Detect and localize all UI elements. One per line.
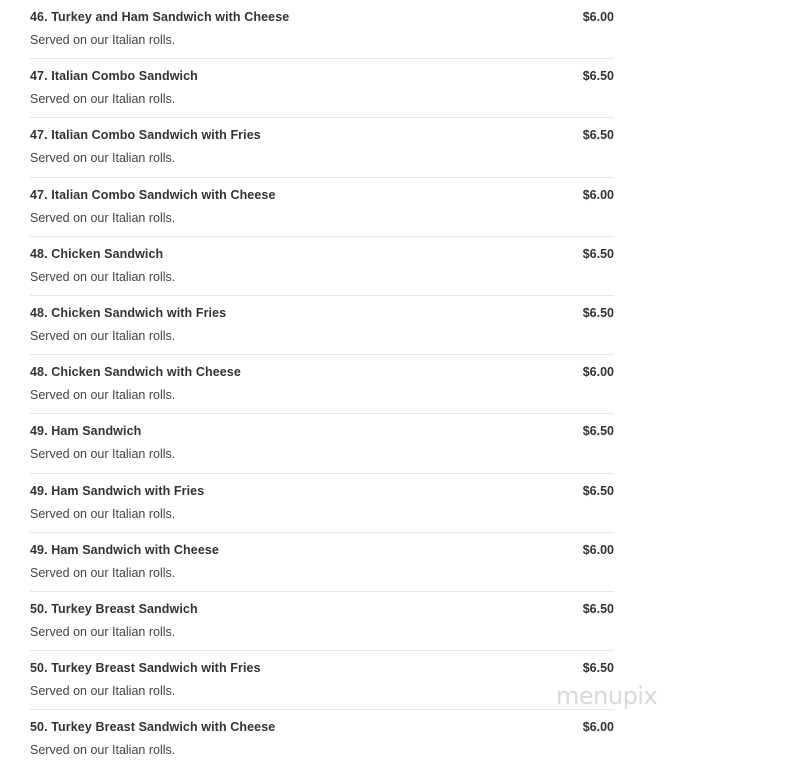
menupix-watermark: menupix bbox=[556, 682, 658, 710]
item-price: $6.50 bbox=[582, 661, 614, 676]
menu-item bbox=[30, 414, 614, 473]
item-name: 49. Ham Sandwich with Cheese bbox=[30, 542, 219, 557]
item-description: Served on our Italian rolls. bbox=[30, 743, 176, 758]
item-price: $6.50 bbox=[582, 246, 614, 261]
item-description: Served on our Italian rolls. bbox=[30, 269, 176, 284]
menu-item bbox=[30, 710, 614, 769]
menu-item bbox=[30, 118, 614, 177]
item-name: 49. Ham Sandwich bbox=[30, 424, 142, 439]
menu-item bbox=[30, 592, 614, 651]
menu-item bbox=[30, 651, 614, 710]
item-description: Served on our Italian rolls. bbox=[30, 624, 176, 639]
item-name: 46. Turkey and Ham Sandwich with Cheese bbox=[30, 10, 290, 24]
item-name: 50. Turkey Breast Sandwich bbox=[30, 601, 198, 616]
item-name: 47. Italian Combo Sandwich with Fries bbox=[30, 128, 261, 143]
item-name: 48. Chicken Sandwich bbox=[30, 246, 164, 261]
item-description: Served on our Italian rolls. bbox=[30, 447, 176, 462]
menu-item bbox=[30, 0, 614, 59]
item-description: Served on our Italian rolls. bbox=[30, 684, 176, 699]
item-price: $6.00 bbox=[582, 365, 614, 380]
item-description: Served on our Italian rolls. bbox=[30, 328, 176, 343]
menu-item bbox=[30, 178, 614, 237]
item-description: Served on our Italian rolls. bbox=[30, 33, 176, 47]
item-price: $6.00 bbox=[582, 187, 614, 202]
item-description: Served on our Italian rolls. bbox=[30, 565, 176, 580]
item-price: $6.00 bbox=[582, 720, 614, 735]
item-price: $6.50 bbox=[582, 69, 614, 84]
menu-item bbox=[30, 237, 614, 296]
item-price: $6.50 bbox=[582, 483, 614, 498]
item-name: 49. Ham Sandwich with Fries bbox=[30, 483, 205, 498]
item-description: Served on our Italian rolls. bbox=[30, 151, 176, 166]
menu-list bbox=[30, 0, 614, 769]
item-price: $6.50 bbox=[582, 601, 614, 616]
item-price: $6.50 bbox=[582, 424, 614, 439]
item-price: $6.00 bbox=[582, 10, 614, 24]
menu-item bbox=[30, 296, 614, 355]
item-price: $6.50 bbox=[582, 305, 614, 320]
item-description: Served on our Italian rolls. bbox=[30, 210, 176, 225]
menu-item bbox=[30, 474, 614, 533]
item-name: 50. Turkey Breast Sandwich with Cheese bbox=[30, 720, 276, 735]
item-name: 48. Chicken Sandwich with Cheese bbox=[30, 365, 241, 380]
item-name: 47. Italian Combo Sandwich bbox=[30, 69, 198, 84]
item-description: Served on our Italian rolls. bbox=[30, 388, 176, 403]
menu-item bbox=[30, 59, 614, 118]
menu-item bbox=[30, 533, 614, 592]
item-name: 47. Italian Combo Sandwich with Cheese bbox=[30, 187, 276, 202]
item-description: Served on our Italian rolls. bbox=[30, 506, 176, 521]
item-name: 50. Turkey Breast Sandwich with Fries bbox=[30, 661, 261, 676]
item-price: $6.50 bbox=[582, 128, 614, 143]
menu-item bbox=[30, 355, 614, 414]
item-name: 48. Chicken Sandwich with Fries bbox=[30, 305, 227, 320]
item-price: $6.00 bbox=[582, 542, 614, 557]
item-description: Served on our Italian rolls. bbox=[30, 92, 176, 107]
